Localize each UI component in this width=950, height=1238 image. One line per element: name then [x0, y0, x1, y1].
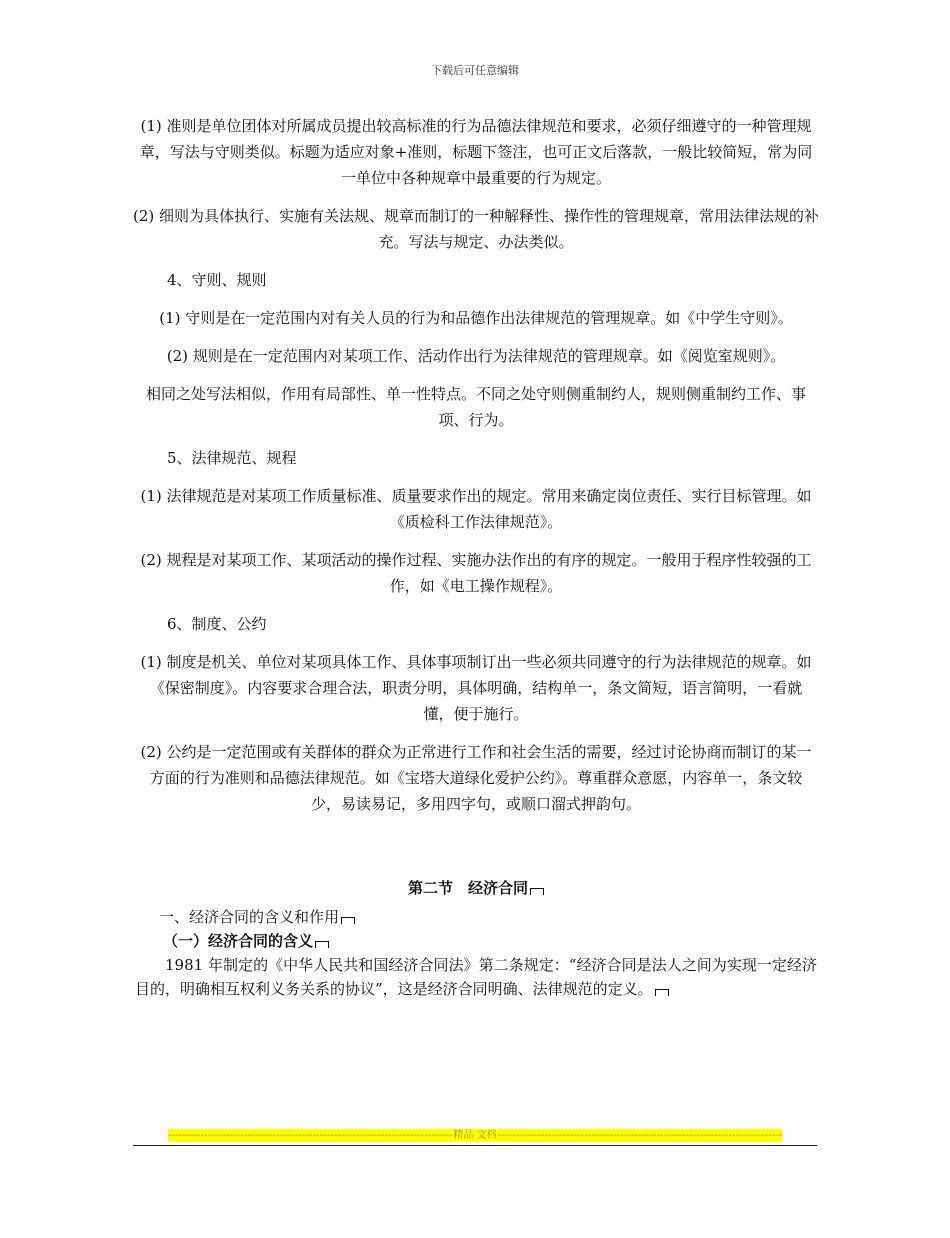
- heading-code-rules: 4、守则、规则: [167, 271, 267, 289]
- paragraph-guideline: (1) 准则是单位团体对所属成员提出较高标准的行为品德法律规范和要求，必须仔细遵守的一种管理规章，写法与守则类似。标题为适应对象+准则，标题下签注，也可正文后落款，一般比较简短，常为同一单位中各种规章中最重要的行为规定。: [139, 117, 813, 187]
- paragraph-rules: (2) 规则是在一定范围内对某项工作、活动作出行为法律规范的管理规章。如《阅览室规则》。: [166, 347, 786, 365]
- paragraph-mark-icon: [655, 989, 669, 996]
- footer-banner: [168, 1129, 782, 1142]
- paragraph-contract-definition: [135, 953, 817, 1001]
- page-header: 下载后可任意编辑: [431, 64, 519, 77]
- subheading-meaning-text: （一）经济合同的含义: [163, 932, 314, 950]
- section-title: [135, 875, 817, 901]
- footer-dashes-left: [168, 1129, 452, 1142]
- paragraph-similarities: 相同之处写法相似，作用有局部性、单一性特点。不同之处守则侧重制约人，规则侧重制约工作、事项、行为。: [145, 385, 806, 429]
- section-title-text: 第二节 经济合同: [407, 879, 528, 897]
- heading-systems-conventions: 6、制度、公约: [167, 615, 267, 633]
- paragraph-detailed-rules: (2) 细则为具体执行、实施有关法规、规章而制订的一种解释性、操作性的管理规章，常用法律法规的补充。写法与规定、办法类似。: [132, 207, 820, 251]
- document-body: [132, 113, 820, 1001]
- paragraph-procedures: (2) 规程是对某项工作、某项活动的操作过程、实施办法作出的有序的规定。一般用于程序性较强的工作，如《电工操作规程》。: [140, 551, 812, 595]
- subheading-meaning: [163, 929, 817, 953]
- paragraph-mark-icon: [530, 888, 544, 895]
- footer-divider: [133, 1145, 817, 1146]
- footer-dashes-right: [498, 1129, 782, 1142]
- paragraph-contract-definition-text: 1981 年制定的《中华人民共和国经济合同法》第二条规定：“经济合同是法人之间为实现一定经济目的，明确相互权利义务关系的协议”，这是经济合同明确、法律规范的定义。: [135, 956, 817, 998]
- paragraph-conventions: (2) 公约是一定范围或有关群体的群众为正常进行工作和社会生活的需要，经过讨论协商而制订的某一方面的行为准则和品德法律规范。如《宝塔大道绿化爱护公约》。尊重群众意愿，内容单一，条文较少，易读易记，多用四字句，或顺口溜式押韵句。: [140, 743, 812, 813]
- subheading-meaning-and-role: [159, 905, 817, 929]
- paragraph-legal-norms: (1) 法律规范是对某项工作质量标准、质量要求作出的规定。常用来确定岗位责任、实行目标管理。如《质检科工作法律规范》。: [140, 487, 812, 531]
- subheading-meaning-and-role-text: 一、经济合同的含义和作用: [159, 908, 340, 926]
- heading-norms-procedures: 5、法律规范、规程: [167, 449, 297, 467]
- paragraph-mark-icon: [341, 917, 355, 924]
- footer-text: 精品 文档: [453, 1130, 497, 1141]
- paragraph-systems: (1) 制度是机关、单位对某项具体工作、具体事项制订出一些必须共同遵守的行为法律规范的规章。如《保密制度》。内容要求合理合法，职责分明，具体明确，结构单一，条文简短，语言简明，一看就懂，便于施行。: [140, 653, 812, 723]
- paragraph-code-of-conduct: (1) 守则是在一定范围内对有关人员的行为和品德作出法律规范的管理规章。如《中学生守则》。: [159, 309, 793, 327]
- paragraph-mark-icon: [315, 941, 329, 948]
